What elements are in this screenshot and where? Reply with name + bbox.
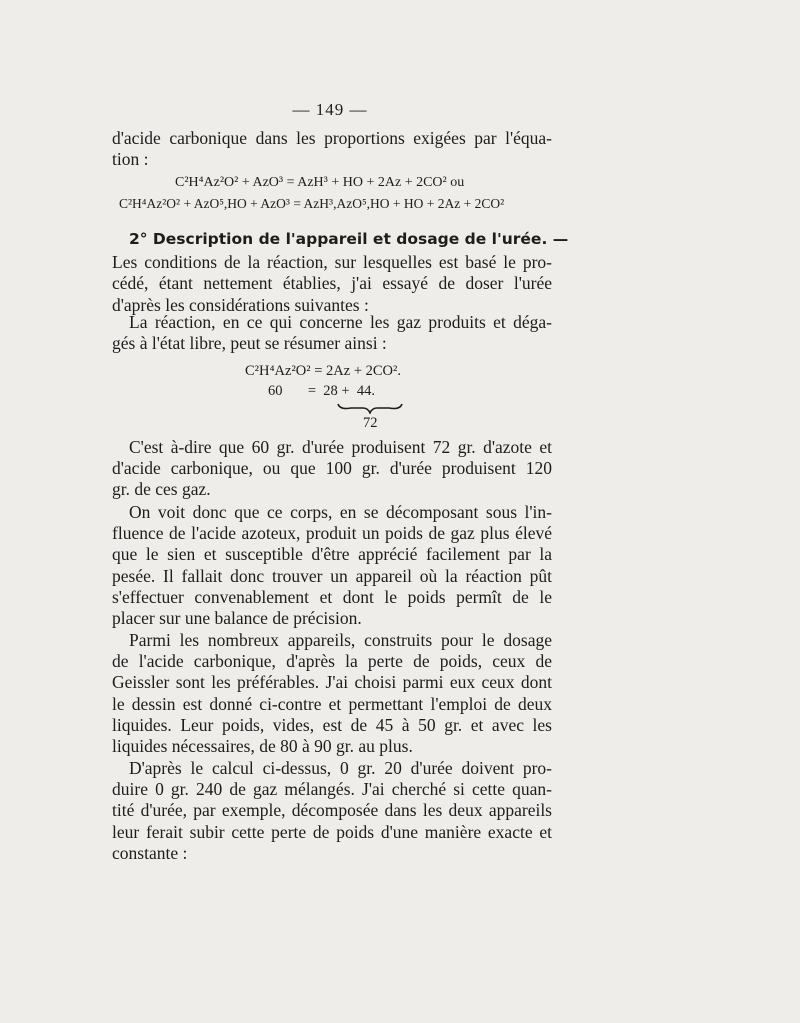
text-line: Les conditions de la réaction, sur lesquelles est basé le pro-: [112, 252, 552, 273]
text-line: Parmi les nombreux appareils, construits pour le dosage: [129, 630, 552, 650]
text-line: gr. de ces gaz.: [112, 479, 211, 500]
sum-brace: [337, 402, 403, 414]
paragraph: [112, 630, 552, 757]
text-line: leur ferait subir cette perte de poids d'une manière exacte et: [112, 821, 552, 842]
text-line: C'est à-dire que 60 gr. d'urée produisent 72 gr. d'azote et: [129, 437, 552, 457]
text-line: liquides nécessaires, de 80 à 90 gr. au plus.: [112, 736, 413, 757]
paragraph: [112, 502, 552, 629]
reaction-formula: C²H⁴Az²O² = 2Az + 2CO².: [245, 363, 401, 379]
text-line: constante :: [112, 842, 188, 863]
text-line: La réaction, en ce qui concerne les gaz produits et dégа-: [129, 312, 552, 332]
text-line: gés à l'état libre, peut se résumer ainsi :: [112, 333, 387, 354]
text-line: cédé, étant nettement établies, j'ai essayé de doser l'urée: [112, 273, 552, 294]
text-line: le dessin est donné ci-contre et permettant l'emploi de deux: [112, 693, 552, 714]
reaction-values: 60 = 28 + 44.: [268, 383, 375, 399]
text-line: tité d'urée, par exemple, décomposée dans les deux appareils: [112, 800, 552, 821]
equation-2: C²H⁴Az²O² + AzO⁵,HO + AzO³ = AzH³,AzO⁵,HO + HO + 2Az + 2CO²: [119, 196, 505, 211]
paragraph: [112, 312, 552, 354]
text-line: de l'acide carbonique, d'après la perte de poids, ceux de: [112, 651, 552, 672]
page-number: — 149 —: [292, 100, 368, 119]
equation-1: C²H⁴Az²O² + AzO³ = AzH³ + HO + 2Az + 2CO² ou: [175, 175, 465, 190]
text-line: que le sien et susceptible d'être apprécié facilement par la: [112, 544, 552, 565]
text-line: placer sur une balance de précision.: [112, 608, 362, 629]
text-line: duire 0 gr. 240 de gaz mélangés. J'ai cherché si cette quan-: [112, 779, 552, 800]
paragraph: [112, 437, 552, 501]
paragraph: [112, 758, 552, 864]
text-line: d'après les considérations suivantes :: [112, 294, 369, 315]
text-line: liquides. Leur poids, vides, est de 45 à 50 gr. et avec les: [112, 714, 552, 735]
text-line: Geissler sont les préférables. J'ai choisi parmi eux ceux dont: [112, 672, 552, 693]
section-heading: 2° Description de l'appareil et dosage de l'urée. —: [129, 230, 569, 248]
text-line: pesée. Il fallait donc trouver un appareil où la réaction pût: [112, 565, 552, 586]
text-line: d'acide carbonique, ou que 100 gr. d'urée produisent 120: [112, 458, 552, 479]
intro-text: [112, 128, 552, 170]
text-line: s'effectuer convenablement et dont le poids permît de le: [112, 586, 552, 607]
text-line: tion :: [112, 149, 149, 170]
text-line: fluence de l'acide azoteux, produit un poids de gaz plus élevé: [112, 523, 552, 544]
text-line: d'acide carbonique dans les proportions exigées par l'équa-: [112, 128, 552, 148]
reaction-total: 72: [363, 415, 378, 431]
text-line: On voit donc que ce corps, en se décomposant sous l'in-: [129, 502, 552, 522]
text-line: D'après le calcul ci-dessus, 0 gr. 20 d'urée doivent pro-: [129, 758, 552, 778]
section-description: [112, 229, 569, 316]
